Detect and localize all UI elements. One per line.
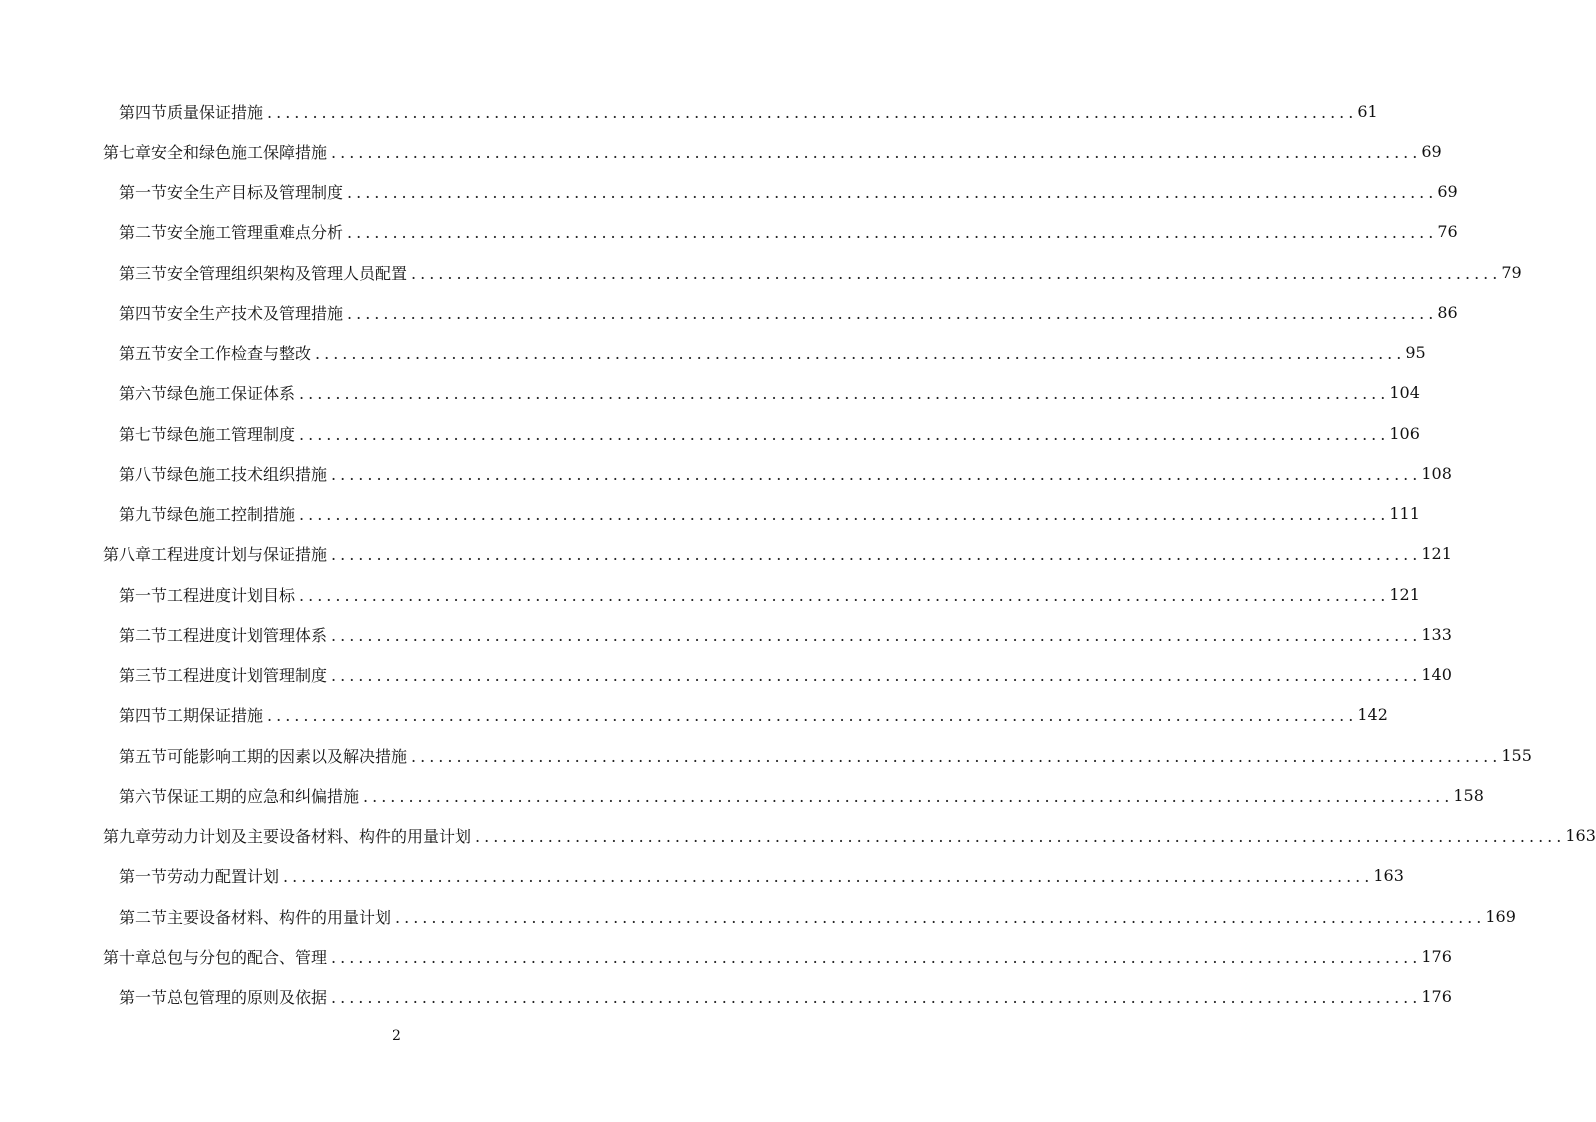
dot-leader: ........................................................................................................................	[299, 585, 1390, 605]
toc-entry-number: 第二节	[119, 907, 168, 927]
toc-entry-number: 第一节	[119, 585, 168, 605]
toc-entry-title: 绿色施工保证体系	[167, 384, 296, 404]
toc-section-entry[interactable]	[0, 896, 1516, 936]
toc-chapter-entry[interactable]	[0, 131, 1442, 171]
toc-entry-number: 第五节	[119, 746, 168, 766]
toc-entry-number: 第六节	[119, 786, 168, 806]
dot-leader: ........................................................................................................................	[299, 505, 1390, 525]
dot-leader: ........................................................................................................................	[347, 303, 1438, 323]
toc-chapter-entry[interactable]	[0, 936, 1452, 976]
toc-entry-number: 第十章	[103, 947, 152, 967]
dot-leader: ........................................................................................................................	[331, 988, 1422, 1008]
toc-entry-page: 95	[1405, 343, 1426, 363]
toc-entry-title: 安全管理组织架构及管理人员配置	[167, 263, 408, 283]
toc-entry-number: 第一节	[119, 988, 168, 1008]
toc-section-entry[interactable]	[0, 655, 1452, 695]
dot-leader: ........................................................................................................................	[347, 183, 1438, 203]
toc-entry-number: 第一节	[119, 183, 168, 203]
dot-leader: ........................................................................................................................	[411, 263, 1502, 283]
toc-section-entry[interactable]	[0, 695, 1388, 735]
toc-entry-number: 第一节	[119, 867, 168, 887]
toc-entry-title: 工程进度计划与保证措施	[151, 545, 328, 565]
toc-entry-title: 安全和绿色施工保障措施	[151, 142, 328, 162]
toc-entry-title: 绿色施工管理制度	[167, 424, 296, 444]
toc-entry-number: 第六节	[119, 384, 168, 404]
toc-section-entry[interactable]	[0, 614, 1452, 654]
toc-chapter-entry[interactable]	[0, 816, 1596, 856]
toc-entry-page: 163	[1565, 826, 1596, 846]
dot-leader: ........................................................................................................................	[331, 545, 1422, 565]
toc-entry-number: 第四节	[119, 102, 168, 122]
toc-entry-title: 安全生产目标及管理制度	[167, 183, 344, 203]
dot-leader: ........................................................................................................................	[315, 344, 1406, 364]
toc-entry-title: 绿色施工技术组织措施	[167, 464, 328, 484]
toc-entry-page: 108	[1421, 463, 1452, 483]
toc-section-entry[interactable]	[0, 333, 1426, 373]
toc-entry-title: 工期保证措施	[167, 706, 264, 726]
toc-entry-number: 第八节	[119, 464, 168, 484]
dot-leader: ........................................................................................................................	[331, 142, 1422, 162]
toc-entry-title: 总包管理的原则及依据	[167, 988, 328, 1008]
toc-entry-number: 第九章	[103, 827, 152, 847]
toc-entry-number: 第五节	[119, 344, 168, 364]
toc-entry-page: 140	[1421, 665, 1452, 685]
dot-leader: ........................................................................................................................	[411, 746, 1502, 766]
toc-entry-number: 第四节	[119, 303, 168, 323]
toc-entry-title: 工程进度计划管理制度	[167, 666, 328, 686]
toc-entry-title: 工程进度计划管理体系	[167, 625, 328, 645]
dot-leader: ........................................................................................................................	[331, 464, 1422, 484]
toc-section-entry[interactable]	[0, 856, 1404, 896]
toc-section-entry[interactable]	[0, 735, 1532, 775]
toc-entry-page: 69	[1421, 141, 1442, 161]
toc-entry-title: 主要设备材料、构件的用量计划	[167, 907, 392, 927]
toc-section-entry[interactable]	[0, 574, 1420, 614]
dot-leader: ........................................................................................................................	[267, 706, 1358, 726]
toc-entry-page: 176	[1421, 946, 1452, 966]
toc-section-entry[interactable]	[0, 212, 1458, 252]
toc-entry-page: 79	[1501, 262, 1522, 282]
toc-entry-page: 133	[1421, 624, 1452, 644]
toc-chapter-entry[interactable]	[0, 534, 1452, 574]
toc-entry-number: 第二节	[119, 625, 168, 645]
toc-entry-page: 86	[1437, 302, 1458, 322]
toc-entry-title: 劳动力配置计划	[167, 867, 280, 887]
toc-entry-page: 111	[1389, 504, 1420, 524]
toc-entry-title: 总包与分包的配合、管理	[151, 947, 328, 967]
toc-entry-page: 169	[1485, 906, 1516, 926]
toc-section-entry[interactable]	[0, 977, 1452, 1017]
toc-entry-number: 第七章	[103, 142, 152, 162]
table-of-contents	[0, 91, 1596, 1017]
toc-section-entry[interactable]	[0, 172, 1458, 212]
toc-entry-page: 158	[1453, 785, 1484, 805]
toc-section-entry[interactable]	[0, 775, 1484, 815]
toc-entry-page: 121	[1421, 544, 1452, 564]
dot-leader: ........................................................................................................................	[395, 907, 1486, 927]
toc-entry-page: 176	[1421, 987, 1452, 1007]
toc-entry-number: 第八章	[103, 545, 152, 565]
toc-entry-page: 69	[1437, 182, 1458, 202]
toc-entry-title: 可能影响工期的因素以及解决措施	[167, 746, 408, 766]
dot-leader: ........................................................................................................................	[475, 827, 1566, 847]
toc-section-entry[interactable]	[0, 252, 1522, 292]
dot-leader: ........................................................................................................................	[299, 424, 1390, 444]
toc-section-entry[interactable]	[0, 373, 1420, 413]
toc-entry-title: 工程进度计划目标	[167, 585, 296, 605]
toc-entry-title: 安全施工管理重难点分析	[167, 223, 344, 243]
toc-entry-page: 61	[1357, 101, 1378, 121]
toc-entry-title: 绿色施工控制措施	[167, 505, 296, 525]
dot-leader: ........................................................................................................................	[267, 102, 1358, 122]
toc-entry-title: 劳动力计划及主要设备材料、构件的用量计划	[151, 827, 472, 847]
toc-entry-number: 第二节	[119, 223, 168, 243]
toc-entry-title: 安全生产技术及管理措施	[167, 303, 344, 323]
toc-entry-number: 第七节	[119, 424, 168, 444]
page-number: 2	[392, 1028, 401, 1044]
toc-section-entry[interactable]	[0, 292, 1458, 332]
toc-entry-page: 142	[1357, 705, 1388, 725]
toc-entry-number: 第九节	[119, 505, 168, 525]
toc-entry-page: 104	[1389, 383, 1420, 403]
toc-entry-page: 163	[1373, 866, 1404, 886]
toc-entry-number: 第四节	[119, 706, 168, 726]
toc-section-entry[interactable]	[0, 494, 1420, 534]
toc-entry-page: 106	[1389, 423, 1420, 443]
toc-entry-title: 质量保证措施	[167, 102, 264, 122]
dot-leader: ........................................................................................................................	[331, 666, 1422, 686]
toc-entry-page: 76	[1437, 222, 1458, 242]
toc-entry-page: 155	[1501, 745, 1532, 765]
toc-entry-title: 保证工期的应急和纠偏措施	[167, 786, 360, 806]
toc-section-entry[interactable]	[0, 453, 1452, 493]
dot-leader: ........................................................................................................................	[363, 786, 1454, 806]
dot-leader: ........................................................................................................................	[299, 384, 1390, 404]
toc-entry-title: 安全工作检查与整改	[167, 344, 312, 364]
dot-leader: ........................................................................................................................	[283, 867, 1374, 887]
dot-leader: ........................................................................................................................	[347, 223, 1438, 243]
toc-section-entry[interactable]	[0, 413, 1420, 453]
toc-entry-number: 第三节	[119, 263, 168, 283]
dot-leader: ........................................................................................................................	[331, 625, 1422, 645]
toc-entry-page: 121	[1389, 584, 1420, 604]
toc-entry-number: 第三节	[119, 666, 168, 686]
dot-leader: ........................................................................................................................	[331, 947, 1422, 967]
toc-section-entry[interactable]	[0, 91, 1378, 131]
